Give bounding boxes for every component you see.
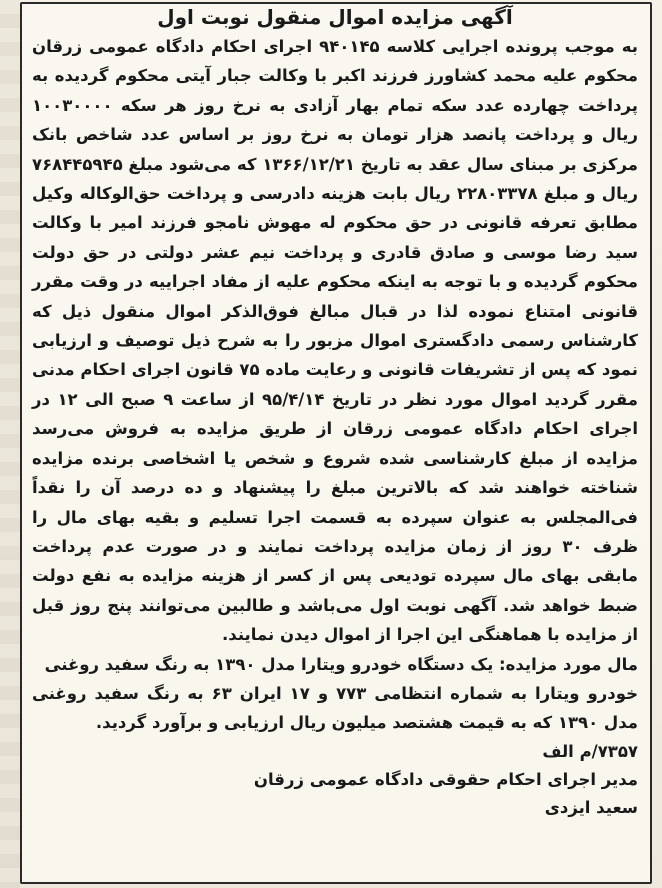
notice-title: آگهی مزایده اموال منقول نوبت اول — [157, 5, 513, 29]
auction-item-description: خودرو ویتارا به شماره انتظامی ۷۷۳ و ۱۷ ایران ۶۳ به رنگ سفید روغنی مدل ۱۳۹۰ که به قیمت هشتصد میلیون ریال ارزیابی و برآورد گردید. — [32, 683, 639, 733]
auction-notice-box — [20, 2, 652, 884]
notice-code: ۷۳۵۷/م الف — [542, 741, 638, 761]
signer-name: سعید ایزدی — [544, 797, 638, 817]
adjacent-column-strip — [0, 0, 20, 888]
signer-title: مدیر اجرای احکام حقوقی دادگاه عمومی زرقان — [253, 769, 638, 789]
notice-body: به موجب پرونده اجرایی کلاسه ۹۴۰۱۴۵ اجرای احکام دادگاه عمومی زرقان محکوم علیه محمد کشاورز فرزند اکبر با وکالت جبار آیتی محکوم گردیده به پرداخت چهارده عدد سکه تمام بهار آزادی به نرخ روز هر سکه ۱۰۰۳۰۰۰۰ ریال و پرداخت پانصد هزار تومان به نرخ روز بر اساس عدد شاخص بانک مرکزی بر مبنای سال عقد به تاریخ ۱۳۶۶/۱۲/۲۱ که می‌شود مبلغ ۷۶۸۴۴۵۹۴۵ ریال و مبلغ ۲۲۸۰۳۳۷۸ ریال بابت هزینه دادرسی و پرداخت حق‌الوکاله وکیل مطابق تعرفه قانونی در حق محکوم له مهوش نامجو فرزند امیر با وکالت سید رضا موسی و صادق قادری و پرداخت نیم عشر دولتی در حق دولت محکوم گردیده و با توجه به اینکه محکوم علیه از مفاد اجراییه در وقت مقرر قانونی امتناع نموده لذا در قبال مبالغ فوق‌الذکر اموال منقول ذیل که کارشناس رسمی دادگستری اموال مزبور را به شرح ذیل توصیف و ارزیابی نمود که پس از تشریفات قانونی و رعایت ماده ۷۵ قانون اجرای احکام مدنی مقرر گردید اموال مورد نظر در تاریخ ۹۵/۴/۱۴ از ساعت ۹ صبح الی ۱۲ در اجرای احکام دادگاه عمومی زرقان از طریق مزایده به فروش می‌رسد مزایده از مبلغ کارشناسی شده شروع و شخص یا اشخاصی برنده مزایده شناخته خواهند شد که بالاترین مبلغ را پیشنهاد و ده درصد آن را نقداً فی‌المجلس به عنوان سپرده به قسمت اجرا تسلیم و بقیه بهای مال را ظرف ۳۰ روز از زمان مزایده پرداخت نمایند و در صورت عدم پرداخت مابقی بهای مال سپرده تودیعی پس از کسر از هزینه مزایده به نفع دولت ضبط خواهد شد. آگهی نوبت اول می‌باشد و طالبین می‌توانند پنج روز قبل از مزایده با هماهنگی این اجرا از اموال دیدن نمایند. — [32, 37, 638, 645]
auction-item-heading: مال مورد مزایده: یک دستگاه خودرو ویتارا مدل ۱۳۹۰ به رنگ سفید روغنی — [44, 654, 638, 674]
